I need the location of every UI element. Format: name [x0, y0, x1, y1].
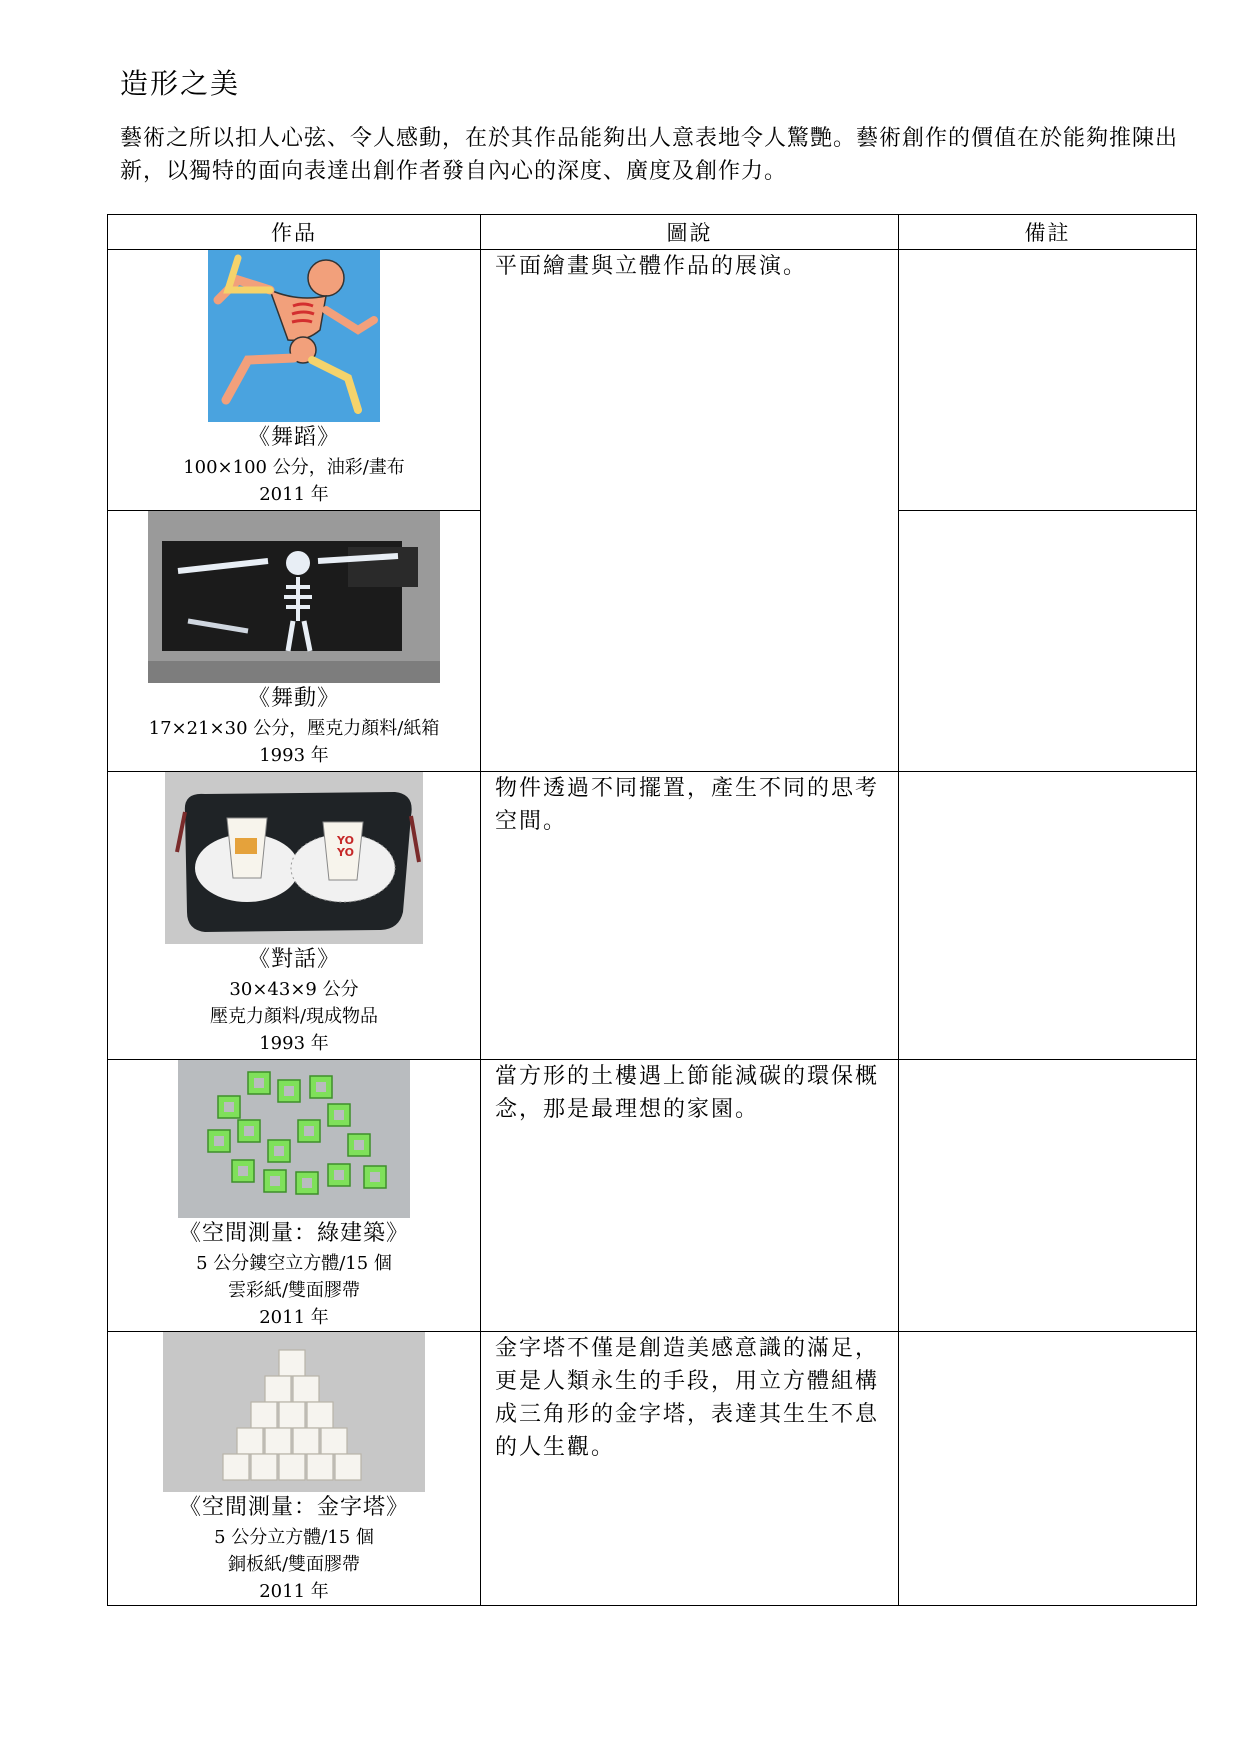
work-year: 2011 年: [259, 1307, 329, 1328]
description-cell: 物件透過不同擺置，產生不同的思考空間。: [481, 772, 899, 1060]
description-cell: 平面繪畫與立體作品的展演。: [481, 250, 899, 772]
work-title: 《對話》: [247, 947, 340, 972]
table-header-row: [108, 215, 1197, 250]
table-row: [108, 772, 1197, 1060]
work-year: 1993 年: [259, 1033, 329, 1054]
work-cell: [108, 250, 481, 511]
notes-cell: [899, 772, 1197, 1060]
work-detail: 30×43×9 公分: [229, 979, 359, 1000]
intro-paragraph: 藝術之所以扣人心弦、令人感動，在於其作品能夠出人意表地令人驚艷。藝術創作的價值在於能夠推陳出新，以獨特的面向表達出創作者發自內心的深度、廣度及創作力。: [120, 126, 1179, 184]
work-year: 2011 年: [259, 1581, 329, 1602]
work-cell: [108, 1060, 481, 1332]
works-table: [107, 214, 1197, 1606]
table-row: [108, 1332, 1197, 1606]
work-cell: [108, 772, 481, 1060]
work-year: 1993 年: [259, 745, 329, 766]
description-cell: 金字塔不僅是創造美感意識的滿足，更是人類永生的手段，用立方體組構成三角形的金字塔，表達其生生不息的人生觀。: [481, 1332, 899, 1606]
work-title: 《舞蹈》: [247, 425, 340, 450]
work-detail: 100×100 公分，油彩/畫布: [183, 457, 405, 478]
notes-cell: [899, 511, 1197, 772]
work-caption: [108, 1218, 480, 1331]
dance-painting-image: [208, 250, 380, 422]
work-detail: 5 公分立方體/15 個: [214, 1527, 374, 1548]
notes-cell: [899, 1060, 1197, 1332]
notes-cell: [899, 250, 1197, 511]
svg-text:YO: YO: [337, 846, 354, 859]
work-title: 《空間測量：金字塔》: [178, 1495, 409, 1520]
green-cubes-image: [178, 1060, 410, 1218]
cups-on-tray-image: [165, 772, 423, 944]
header-description: 圖說: [481, 215, 899, 250]
work-year: 2011 年: [259, 484, 329, 505]
work-material: 雲彩紙/雙面膠帶: [227, 1280, 361, 1301]
work-detail: 17×21×30 公分，壓克力顏料/紙箱: [148, 718, 440, 739]
work-title: 《空間測量：綠建築》: [178, 1221, 409, 1246]
header-notes: 備註: [899, 215, 1197, 250]
work-caption: [108, 683, 480, 769]
description-cell: 當方形的土樓遇上節能減碳的環保概念，那是最理想的家園。: [481, 1060, 899, 1332]
svg-text:YO: YO: [337, 834, 354, 847]
table-row: [108, 1060, 1197, 1332]
page-title: 造形之美: [120, 67, 241, 100]
notes-cell: [899, 1332, 1197, 1606]
work-caption: [108, 422, 480, 508]
work-material: 銅板紙/雙面膠帶: [227, 1554, 361, 1575]
work-title: 《舞動》: [247, 686, 340, 711]
work-caption: [108, 1492, 480, 1605]
work-cell: [108, 511, 481, 772]
dance-boxes-image: [148, 511, 440, 683]
header-work: 作品: [108, 215, 481, 250]
work-caption: [108, 944, 480, 1057]
table-row: [108, 250, 1197, 511]
white-pyramid-image: [163, 1332, 425, 1492]
work-material: 壓克力顏料/現成物品: [209, 1006, 379, 1027]
work-cell: [108, 1332, 481, 1606]
work-detail: 5 公分鏤空立方體/15 個: [196, 1253, 392, 1274]
